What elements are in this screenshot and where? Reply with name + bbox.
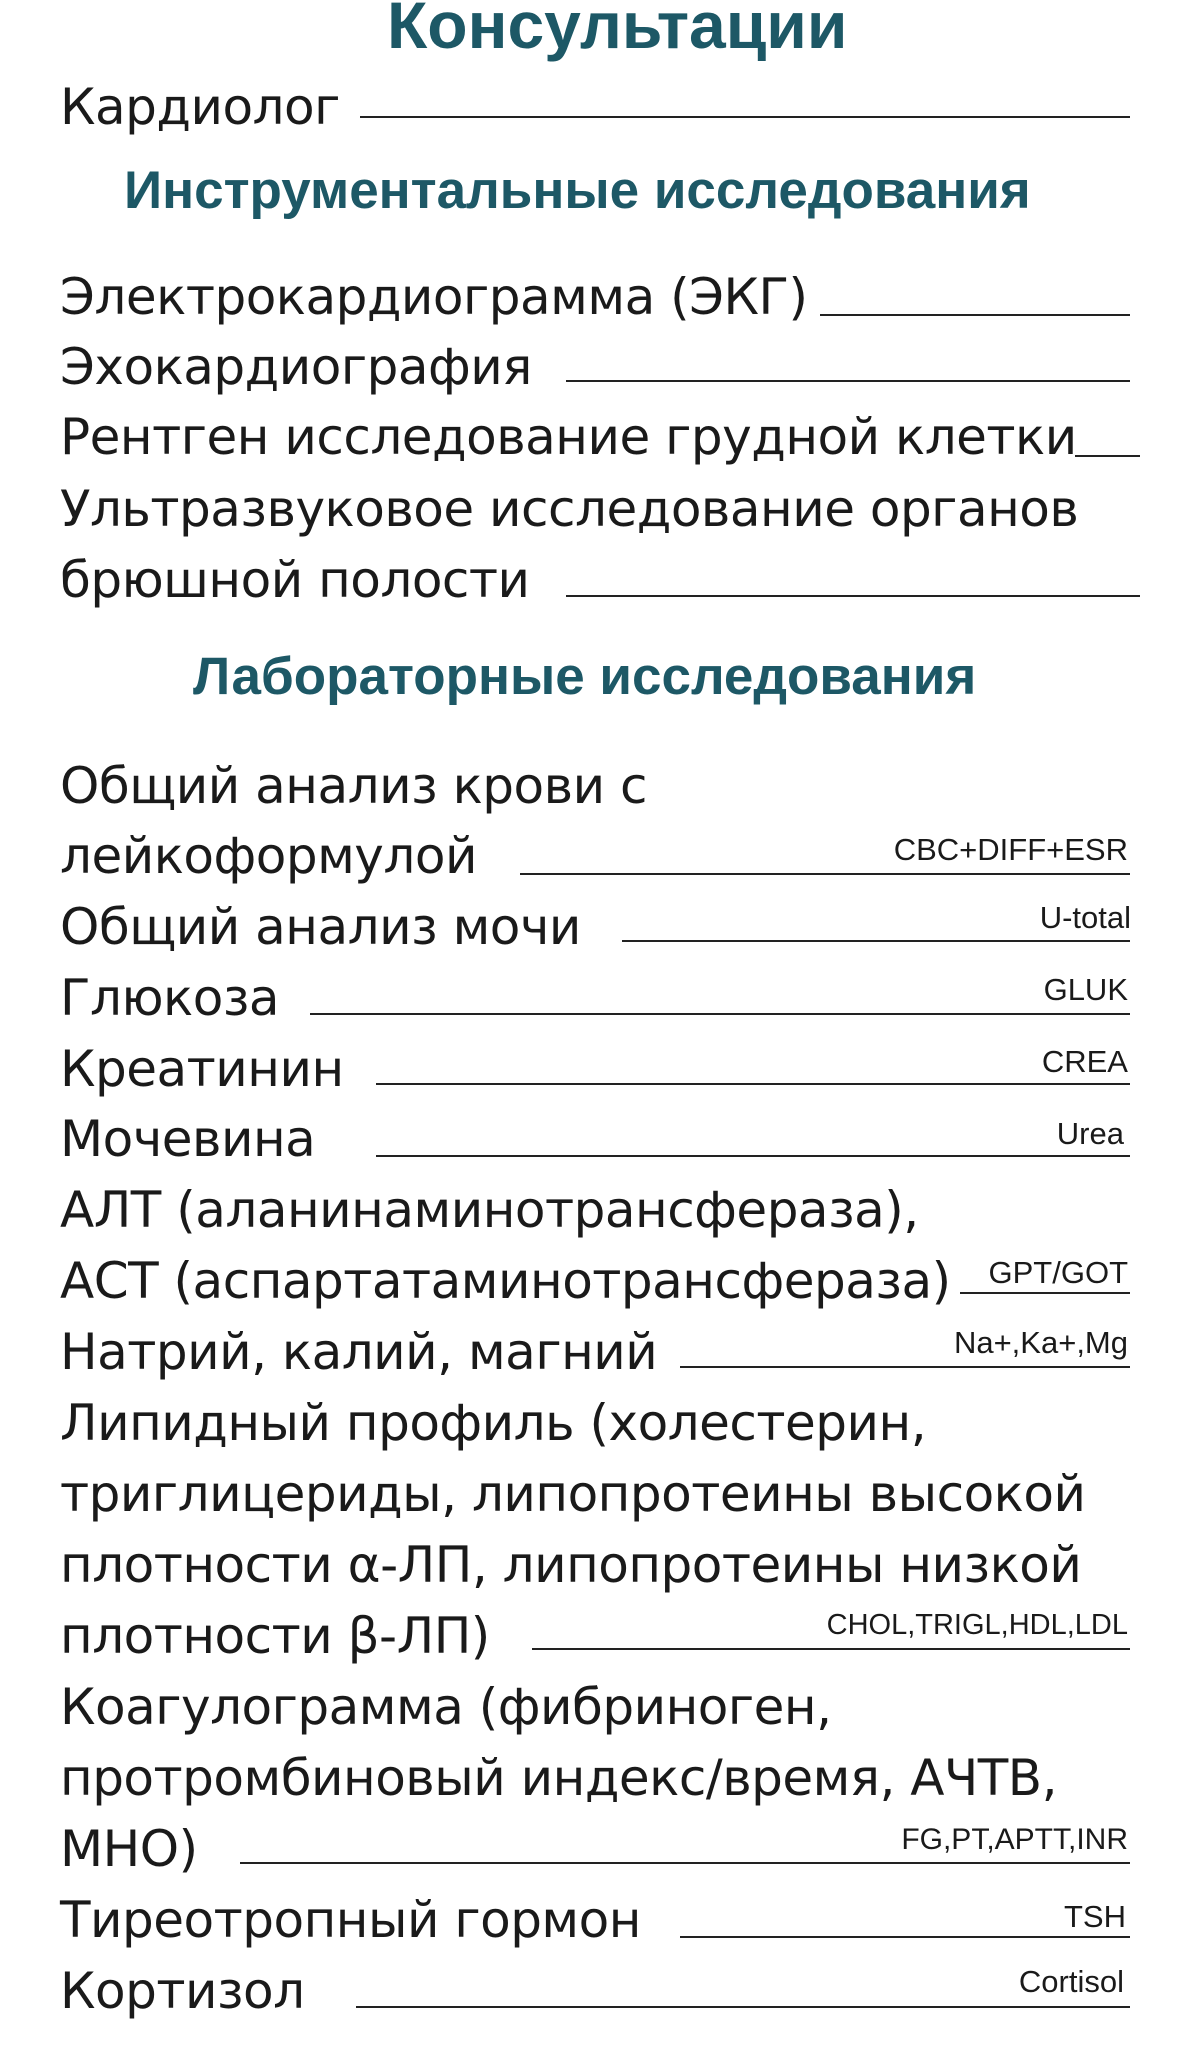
- fill-line: [622, 940, 1130, 942]
- item-coag-line2: протромбиновый индекс/время, АЧТВ,: [60, 1749, 1057, 1807]
- code-lipid: CHOL,TRIGL,HDL,LDL: [826, 1609, 1128, 1641]
- fill-line: [310, 1013, 1130, 1015]
- fill-line: [960, 1292, 1130, 1294]
- code-alt-ast: GPT/GOT: [988, 1255, 1128, 1290]
- item-lipid-line1: Липидный профиль (холестерин,: [60, 1394, 927, 1452]
- item-coag-line1: Коагулограмма (фибриноген,: [60, 1678, 832, 1736]
- section-title-instrumental: Инструментальные исследования: [124, 161, 1031, 220]
- code-glucose: GLUK: [1043, 972, 1128, 1007]
- item-cortisol: Кортизол: [60, 1962, 305, 2020]
- fill-line: [532, 1648, 1130, 1650]
- item-cardiologist: Кардиолог: [60, 78, 340, 136]
- code-urea: Urea: [1056, 1116, 1124, 1151]
- section-title-consultations: Консультации: [387, 0, 848, 62]
- code-cbc: CBC+DIFF+ESR: [893, 832, 1128, 867]
- fill-line: [376, 1155, 1130, 1157]
- fill-line: [566, 380, 1130, 382]
- item-cbc-line2: лейкоформулой: [60, 827, 477, 885]
- fill-line: [360, 116, 1130, 118]
- fill-line: [680, 1366, 1130, 1368]
- item-lipid-line4: плотности β-ЛП): [60, 1607, 490, 1665]
- item-glucose: Глюкоза: [60, 969, 280, 1027]
- fill-line: [520, 873, 1130, 875]
- item-tsh: Тиреотропный гормон: [60, 1891, 641, 1949]
- item-ast: АСТ (аспартатаминотрансфераза): [60, 1252, 951, 1310]
- fill-line: [680, 1936, 1130, 1938]
- item-lipid-line2: триглицериды, липопротеины высокой: [60, 1465, 1086, 1523]
- item-echo: Эхокардиография: [60, 338, 532, 396]
- item-coag-line3: МНО): [60, 1820, 198, 1878]
- item-alt: АЛТ (аланинаминотрансфераза),: [60, 1181, 919, 1239]
- item-electrolytes: Натрий, калий, магний: [60, 1323, 658, 1381]
- code-cortisol: Cortisol: [1018, 1964, 1124, 1999]
- fill-line: [356, 2006, 1130, 2008]
- item-lipid-line3: плотности α-ЛП, липопротеины низкой: [60, 1536, 1082, 1594]
- item-creatinine: Креатинин: [60, 1040, 344, 1098]
- code-creatinine: CREA: [1041, 1044, 1128, 1079]
- item-ultrasound-line1: Ультразвуковое исследование органов: [60, 480, 1079, 538]
- code-coag: FG,PT,APTT,INR: [901, 1823, 1128, 1856]
- code-tsh: TSH: [1064, 1899, 1126, 1934]
- item-ultrasound-line2: брюшной полости: [60, 551, 530, 609]
- fill-line: [376, 1083, 1130, 1085]
- fill-line: [820, 314, 1130, 316]
- fill-line: [240, 1862, 1130, 1864]
- section-title-laboratory: Лабораторные исследования: [193, 647, 977, 706]
- item-urine: Общий анализ мочи: [60, 898, 581, 956]
- code-urine: U-total: [1039, 900, 1131, 935]
- code-electrolytes: Na+,Ka+,Mg: [953, 1325, 1128, 1360]
- item-urea: Мочевина: [60, 1110, 316, 1168]
- item-xray: Рентген исследование грудной клетки: [60, 408, 1077, 466]
- fill-line: [1075, 455, 1140, 457]
- item-cbc-line1: Общий анализ крови с: [60, 757, 647, 815]
- fill-line: [566, 595, 1140, 597]
- item-ecg: Электрокардиограмма (ЭКГ): [60, 268, 808, 326]
